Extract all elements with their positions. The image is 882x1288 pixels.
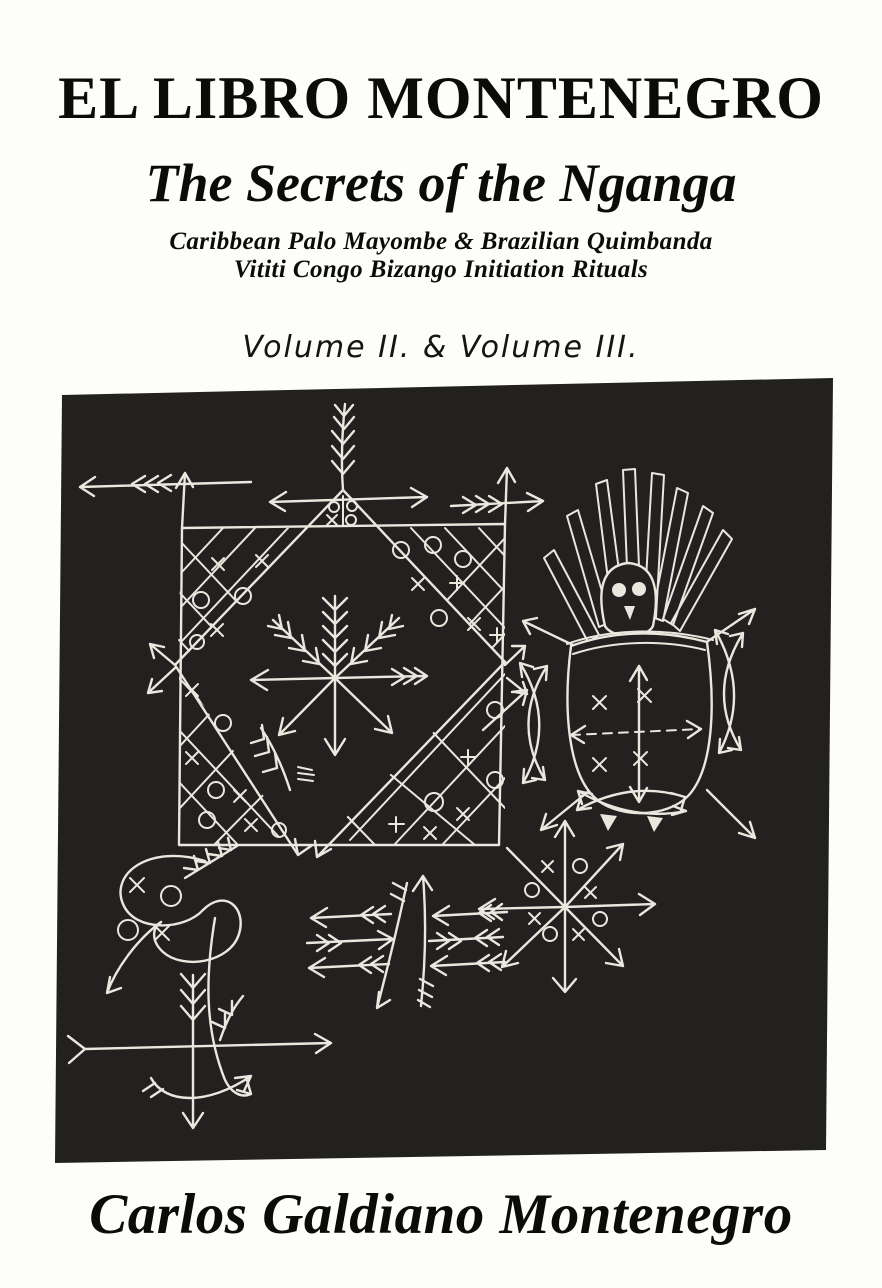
black-panel	[55, 378, 833, 1163]
volume-line: Volume II. & Volume III.	[242, 330, 640, 365]
book-subtitle: The Secrets of the Nganga	[145, 153, 737, 213]
book-title: EL LIBRO MONTENEGRO	[58, 65, 824, 131]
tagline-line2: Vititi Congo Bizango Initiation Rituals	[233, 256, 649, 283]
tagline-line1: Caribbean Palo Mayombe & Brazilian Quimbanda	[169, 228, 713, 255]
skull-eye	[612, 583, 626, 597]
author-name: Carlos Galdiano Montenegro	[89, 1183, 793, 1246]
skull-icon	[601, 563, 656, 636]
firma-artwork-panel	[55, 378, 833, 1168]
skull-eye	[632, 582, 646, 596]
